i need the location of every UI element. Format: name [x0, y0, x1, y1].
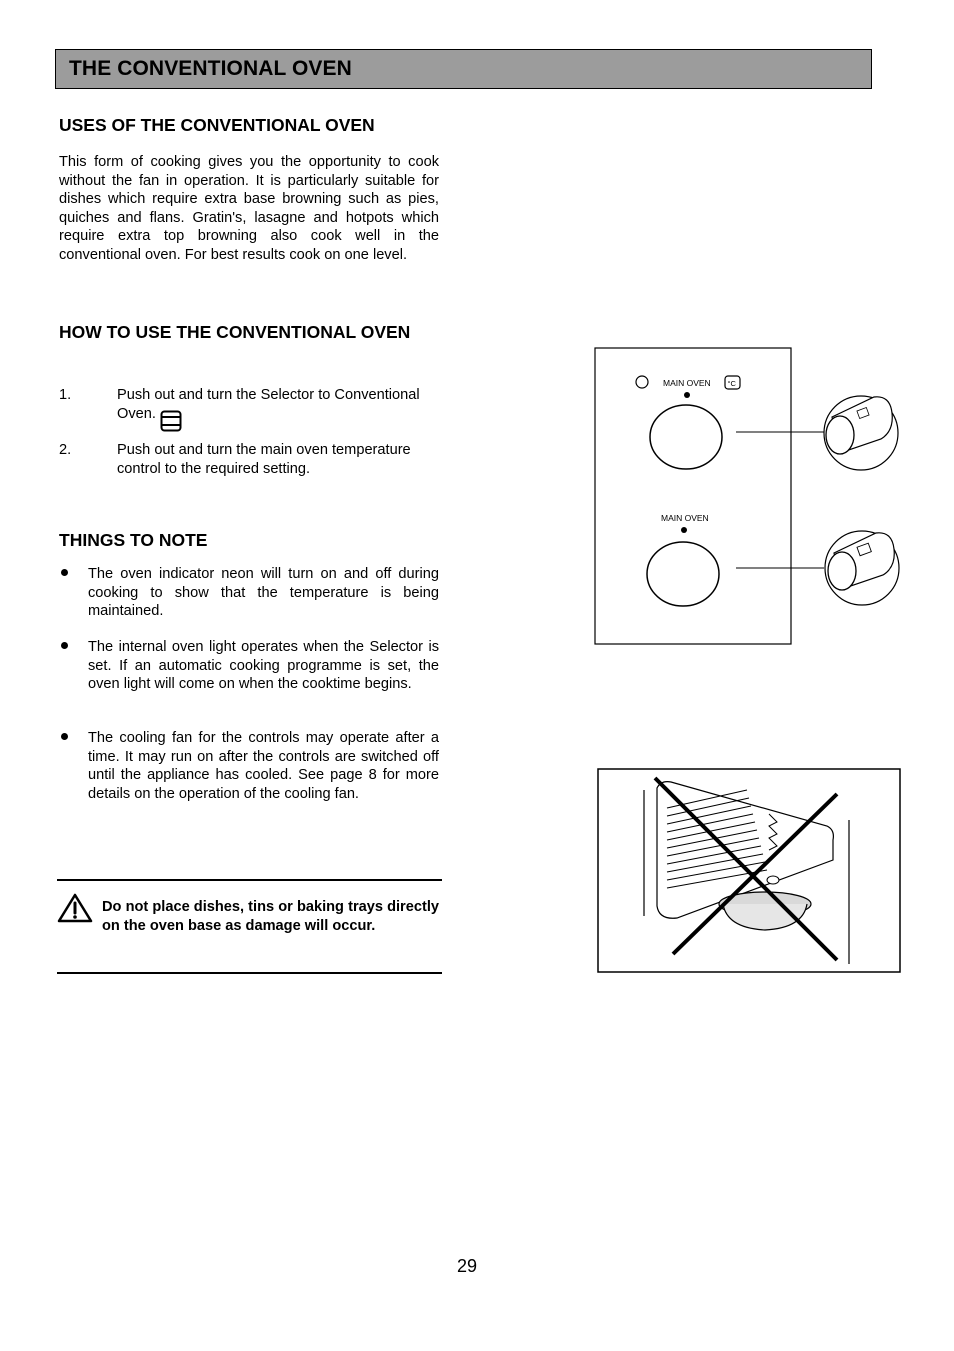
page-number: 29	[457, 1256, 478, 1276]
warning-top-rule	[57, 879, 442, 881]
uses-paragraph: This form of cooking gives you the opportunity to cook without the fan in operation. It is particularly suitable for dishes which require extra base browning such as pies, quiches and flans. Gratin's, lasagne and hotpots which require extra top browning also cook well in the conventional oven. For best results cook on one level.	[59, 154, 439, 263]
bullet-dot	[61, 733, 68, 740]
step-1-text: Push out and turn the Selector to Conventional Oven.	[117, 387, 420, 422]
temperature-control-knob	[650, 405, 722, 469]
how-to-heading: HOW TO USE THE CONVENTIONAL OVEN	[59, 322, 411, 342]
notes-heading: THINGS TO NOTE	[59, 530, 208, 550]
title-banner	[55, 49, 872, 89]
step-1-item	[117, 386, 439, 437]
bullet-dot	[61, 642, 68, 649]
bullet-dot	[61, 569, 68, 576]
selector-knob	[647, 542, 719, 606]
bottom-knob-label: MAIN OVEN	[661, 513, 709, 523]
top-knob-label: MAIN OVEN	[663, 378, 711, 388]
note-item-1: The oven indicator neon will turn on and off during cooking to show that the temperature is being maintained.	[88, 566, 439, 619]
warning-text: Do not place dishes, tins or baking trays directly on the oven base as damage will occur.	[102, 899, 439, 934]
step-2-text: Push out and turn the main oven temperature control to the required setting.	[117, 442, 411, 477]
temperature-knob-side-view	[824, 396, 898, 470]
step-2-number: 2.	[59, 442, 72, 458]
warning-triangle-icon	[57, 893, 93, 928]
oven-base-warning-illustration	[597, 768, 903, 979]
step-1-number: 1.	[59, 387, 72, 403]
note-item-2: The internal oven light operates when the Selector is set. If an automatic cooking programme is set, the oven light will come on when the cooktime begins.	[88, 639, 439, 692]
warning-bottom-rule	[57, 972, 442, 974]
uses-heading: USES OF THE CONVENTIONAL OVEN	[59, 115, 375, 135]
selector-knob-side-view	[825, 531, 899, 605]
conventional-oven-symbol-icon	[160, 410, 182, 438]
note-item-3: The cooling fan for the controls may operate after a time. It may run on after the controls are switched off until the appliance has cooled. See page 8 for more details on the operation of the cooling fan.	[88, 730, 439, 802]
control-panel-diagram	[594, 347, 914, 652]
page-title: THE CONVENTIONAL OVEN	[69, 57, 352, 80]
temperature-symbol: °C	[727, 379, 736, 388]
